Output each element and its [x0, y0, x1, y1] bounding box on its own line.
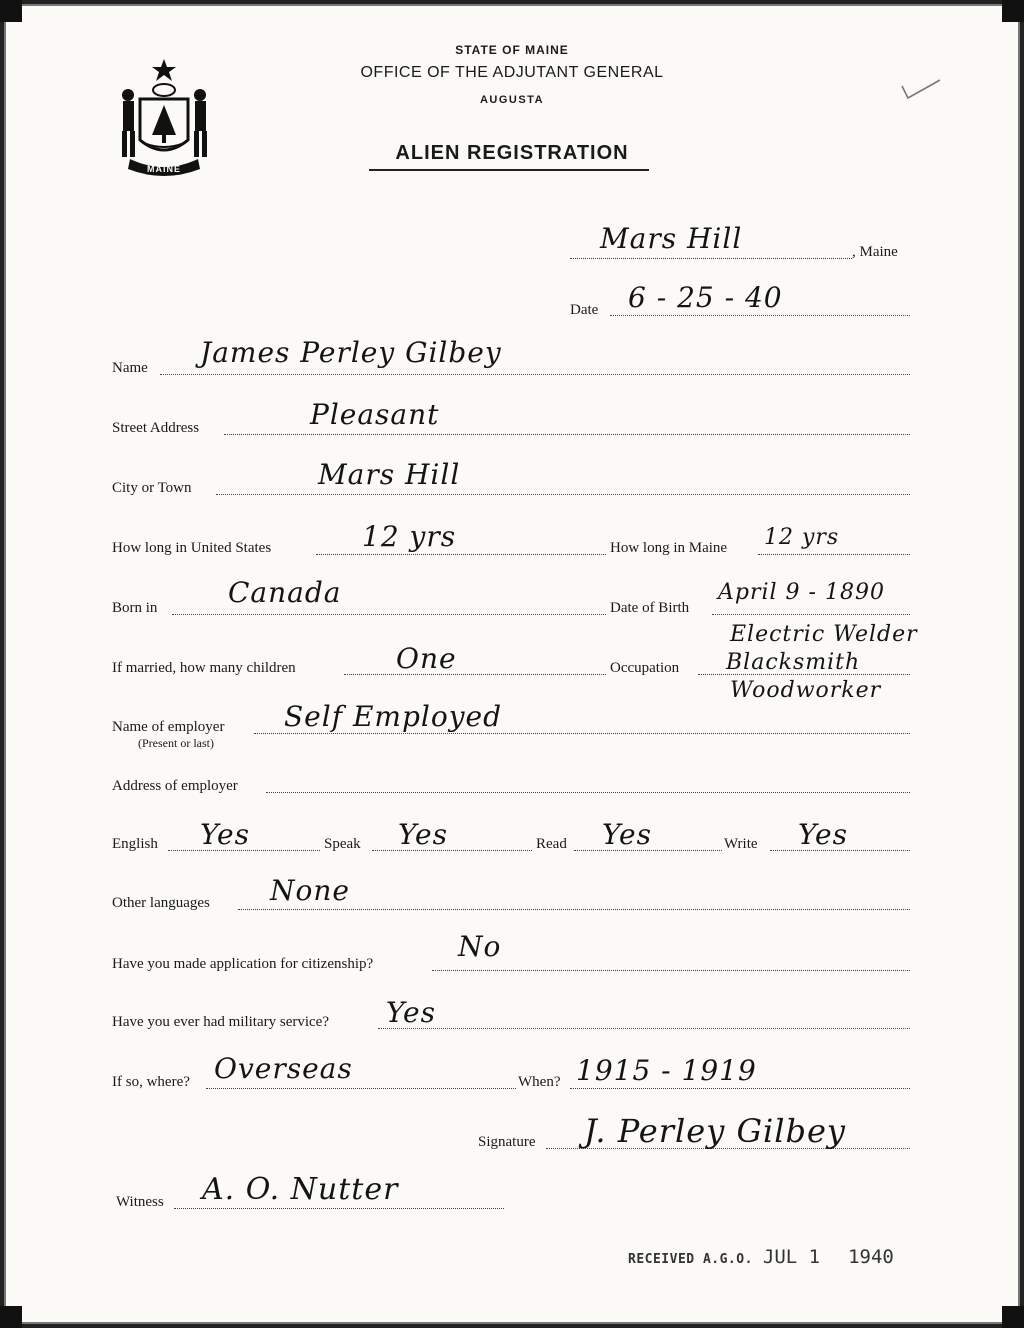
english-label: English	[112, 836, 158, 852]
scan-corner-mark	[1002, 1306, 1024, 1328]
write-value: Yes	[798, 818, 848, 851]
city-heading: AUGUSTA	[479, 94, 545, 106]
scan-corner-mark	[1002, 0, 1024, 22]
speak-value: Yes	[398, 818, 448, 851]
dob-line	[712, 614, 910, 615]
english-value: Yes	[200, 818, 250, 851]
citizenship-label: Have you made application for citizenship?	[112, 956, 374, 972]
dob-value: April 9 - 1890	[718, 580, 885, 605]
how-long-us-label: How long in United States	[112, 540, 272, 556]
signature-label: Signature	[478, 1134, 536, 1150]
date-label: Date	[570, 302, 599, 318]
children-label: If married, how many children	[112, 660, 296, 676]
name-label: Name	[112, 360, 148, 376]
other-languages-label: Other languages	[112, 895, 210, 911]
date-line	[610, 315, 910, 316]
read-label: Read	[536, 836, 567, 852]
scan-corner-mark	[0, 0, 22, 22]
name-line	[160, 374, 910, 375]
street-label: Street Address	[112, 420, 200, 436]
speak-line	[372, 850, 532, 851]
how-long-us-line	[316, 554, 606, 555]
form-title: ALIEN REGISTRATION	[395, 142, 629, 164]
scan-corner-mark	[0, 1306, 22, 1328]
when-line	[570, 1088, 910, 1089]
witness-value: A. O. Nutter	[202, 1172, 399, 1207]
checkmark-icon	[898, 76, 944, 102]
state-heading: STATE OF MAINE	[455, 43, 569, 57]
how-long-maine-value: 12 yrs	[764, 525, 840, 550]
employer-address-line	[266, 792, 910, 793]
born-in-label: Born in	[112, 600, 158, 616]
employer-value: Self Employed	[284, 700, 503, 733]
office-heading: OFFICE OF THE ADJUTANT GENERAL	[360, 64, 664, 81]
street-line	[224, 434, 910, 435]
born-in-line	[172, 614, 606, 615]
witness-line	[174, 1208, 504, 1209]
city-town-line	[216, 494, 910, 495]
military-line	[378, 1028, 910, 1029]
dob-label: Date of Birth	[610, 600, 690, 616]
where-line	[206, 1088, 516, 1089]
title-underline	[369, 169, 649, 171]
where-label: If so, where?	[112, 1074, 190, 1090]
date-value: 6 - 25 - 40	[628, 281, 783, 314]
children-line	[344, 674, 606, 675]
stamp-year: 1940	[848, 1246, 894, 1268]
born-in-value: Canada	[228, 576, 342, 609]
employer-address-label: Address of employer	[112, 778, 238, 794]
occupation-label: Occupation	[610, 660, 680, 676]
write-label: Write	[724, 836, 758, 852]
how-long-us-value: 12 yrs	[362, 520, 457, 553]
occupation-value-1: Electric Welder	[730, 622, 918, 647]
where-value: Overseas	[214, 1052, 353, 1085]
how-long-maine-line	[758, 554, 910, 555]
speak-label: Speak	[324, 836, 361, 852]
employer-label: Name of employer	[112, 719, 225, 735]
employer-sublabel: (Present or last)	[138, 736, 214, 750]
other-languages-value: None	[270, 874, 350, 907]
name-value: James Perley Gilbey	[200, 336, 502, 369]
other-languages-line	[238, 909, 910, 910]
stamp-date: JUL 1	[762, 1246, 821, 1268]
place-suffix: , Maine	[852, 244, 898, 260]
signature-value: J. Perley Gilbey	[584, 1112, 846, 1150]
when-label: When?	[518, 1074, 561, 1090]
occupation-value-3: Woodworker	[730, 678, 882, 703]
how-long-maine-label: How long in Maine	[610, 540, 728, 556]
city-town-label: City or Town	[112, 480, 192, 496]
city-town-value: Mars Hill	[318, 458, 461, 491]
place-line	[570, 258, 852, 259]
military-label: Have you ever had military service?	[112, 1014, 329, 1030]
children-value: One	[396, 642, 457, 675]
when-value: 1915 - 1919	[576, 1054, 757, 1087]
seal-lettering: MAINE	[147, 164, 181, 174]
stamp-received: RECEIVED A.G.O.	[628, 1252, 753, 1267]
employer-line	[254, 733, 910, 734]
read-value: Yes	[602, 818, 652, 851]
citizenship-value: No	[458, 930, 502, 963]
citizenship-line	[432, 970, 910, 971]
street-value: Pleasant	[310, 398, 440, 431]
place-value: Mars Hill	[600, 222, 743, 255]
occupation-value-2: Blacksmith	[726, 650, 861, 675]
witness-label: Witness	[116, 1194, 164, 1210]
military-value: Yes	[386, 996, 436, 1029]
received-stamp	[628, 1246, 894, 1268]
